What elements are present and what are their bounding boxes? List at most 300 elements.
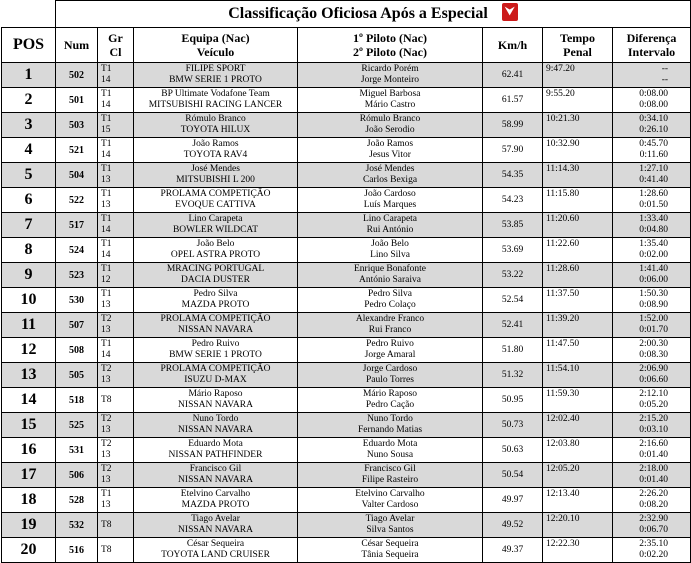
position: 15 <box>2 413 56 438</box>
group-class <box>98 363 134 388</box>
position: 19 <box>2 513 56 538</box>
team-vehicle <box>134 63 298 88</box>
difference: 2:26.20 <box>639 489 669 499</box>
time-penalty <box>543 463 613 488</box>
time-penalty <box>543 88 613 113</box>
results-body <box>2 63 691 563</box>
difference-interval <box>613 488 691 513</box>
table-row <box>2 413 691 438</box>
speed-kmh: 49.52 <box>483 513 543 538</box>
difference-interval <box>613 88 691 113</box>
speed-kmh: 50.54 <box>483 463 543 488</box>
pdf-icon[interactable]: ⮟ <box>502 3 518 21</box>
class: 13 <box>101 475 111 485</box>
stage-time: 12:13.40 <box>546 489 580 499</box>
stage-time: 11:15.80 <box>546 189 580 199</box>
speed-kmh: 50.63 <box>483 438 543 463</box>
group: T1 <box>101 289 112 299</box>
pilot-1: Enrique Bonafonte <box>353 264 427 274</box>
table-row <box>2 138 691 163</box>
pilot-2: João Serodio <box>365 125 415 135</box>
car-number: 516 <box>56 538 98 563</box>
group-class <box>98 438 134 463</box>
pilot-2: Carlos Bexiga <box>362 175 418 185</box>
pilot-2: Silva Santos <box>366 525 414 535</box>
time-penalty <box>543 513 613 538</box>
table-row <box>2 438 691 463</box>
pilot-2: Mário Castro <box>364 100 416 110</box>
header-row <box>2 28 691 63</box>
interval: 0:08.90 <box>639 300 669 310</box>
speed-kmh: 57.90 <box>483 138 543 163</box>
group: T1 <box>101 239 112 249</box>
class: 13 <box>101 300 111 310</box>
stage-time: 12:20.10 <box>546 514 580 524</box>
group-class <box>98 288 134 313</box>
vehicle: MITSUBISHI RACING LANCER <box>148 100 283 110</box>
difference: -- <box>661 64 669 74</box>
group: T8 <box>101 519 112 530</box>
vehicle: EVOQUE CATTIVA <box>175 200 256 210</box>
team-vehicle <box>134 488 298 513</box>
vehicle: TOYOTA HILUX <box>180 125 251 135</box>
table-row <box>2 238 691 263</box>
interval: 0:02.20 <box>639 550 669 560</box>
position: 7 <box>2 213 56 238</box>
vehicle: MAZDA PROTO <box>181 500 250 510</box>
time-penalty <box>543 288 613 313</box>
vehicle: OPEL ASTRA PROTO <box>170 250 261 260</box>
position: 4 <box>2 138 56 163</box>
group: T1 <box>101 64 112 74</box>
speed-kmh: 51.32 <box>483 363 543 388</box>
difference: 1:41.40 <box>639 264 669 274</box>
speed-kmh: 49.37 <box>483 538 543 563</box>
difference-interval <box>613 363 691 388</box>
stage-time: 12:02.40 <box>546 414 580 424</box>
stage-time: 11:39.20 <box>546 314 580 324</box>
vehicle: NISSAN PATHFINDER <box>168 450 263 460</box>
class: 13 <box>101 375 111 385</box>
header-vehicle: Veículo <box>196 45 235 59</box>
team: Francisco Gil <box>189 464 242 474</box>
difference: 2:35.10 <box>639 539 669 549</box>
pilot-1: Francisco Gil <box>364 464 416 474</box>
class: 15 <box>101 125 111 135</box>
team: Pedro Ruivo <box>191 339 240 349</box>
speed-kmh: 62.41 <box>483 63 543 88</box>
pilot-2: Jesus Vitor <box>369 150 411 160</box>
team-vehicle <box>134 538 298 563</box>
pilot-2: Lino Silva <box>370 250 410 260</box>
table-row <box>2 313 691 338</box>
header-pos: POS <box>2 28 56 63</box>
header-gr-cl <box>98 28 134 63</box>
team: Eduardo Mota <box>188 439 243 449</box>
speed-kmh: 52.41 <box>483 313 543 338</box>
class: 14 <box>101 250 111 260</box>
vehicle: TOYOTA RAV4 <box>183 150 248 160</box>
pilot-2: Rui Franco <box>368 325 412 335</box>
difference-interval <box>613 513 691 538</box>
pilot-2: Jorge Amaral <box>364 350 416 360</box>
pilots <box>298 438 483 463</box>
stage-time: 12:22.30 <box>546 539 580 549</box>
group-class <box>98 338 134 363</box>
car-number: 502 <box>56 63 98 88</box>
car-number: 517 <box>56 213 98 238</box>
pilots <box>298 88 483 113</box>
difference: 2:06.90 <box>639 364 669 374</box>
pilot-1: João Belo <box>371 239 409 249</box>
interval: 0:11.60 <box>639 150 669 160</box>
pilot-1: Lino Carapeta <box>362 214 418 224</box>
speed-kmh: 49.97 <box>483 488 543 513</box>
position: 3 <box>2 113 56 138</box>
team: PROLAMA COMPETIÇÃO <box>160 189 271 199</box>
position: 8 <box>2 238 56 263</box>
position: 6 <box>2 188 56 213</box>
stage-time: 11:20.60 <box>546 214 580 224</box>
time-penalty <box>543 113 613 138</box>
group-class <box>98 313 134 338</box>
position: 13 <box>2 363 56 388</box>
interval: 0:08.30 <box>639 350 669 360</box>
table-row <box>2 538 691 563</box>
pilots <box>298 463 483 488</box>
stage-time: 9:47.20 <box>546 64 575 74</box>
difference-interval <box>613 538 691 563</box>
vehicle: NISSAN NAVARA <box>178 400 253 410</box>
table-row <box>2 338 691 363</box>
difference-interval <box>613 263 691 288</box>
team-vehicle <box>134 513 298 538</box>
header-num: Num <box>56 28 98 63</box>
time-penalty <box>543 213 613 238</box>
pilot-1: César Sequeira <box>361 539 419 549</box>
time-penalty <box>543 163 613 188</box>
team: PROLAMA COMPETIÇÃO <box>160 364 271 374</box>
speed-kmh: 53.69 <box>483 238 543 263</box>
table-row <box>2 463 691 488</box>
pilot-2: Nuno Sousa <box>366 450 414 460</box>
car-number: 503 <box>56 113 98 138</box>
pilot-2: Luís Marques <box>363 200 417 210</box>
pilot-1: Pedro Ruivo <box>366 339 414 349</box>
interval: 0:03.10 <box>639 425 669 435</box>
stage-time: 11:28.60 <box>546 264 580 274</box>
car-number: 524 <box>56 238 98 263</box>
pilot-2: Fernando Matias <box>357 425 423 435</box>
pilot-2: Pedro Colaço <box>364 300 416 310</box>
stage-time: 11:22.60 <box>546 239 580 249</box>
pilot-1: Tiago Avelar <box>365 514 415 524</box>
table-row <box>2 513 691 538</box>
group-class <box>98 263 134 288</box>
pilot-2: Tânia Sequeira <box>361 550 419 560</box>
team-vehicle <box>134 188 298 213</box>
interval: 0:06.60 <box>639 375 669 385</box>
team-vehicle <box>134 238 298 263</box>
time-penalty <box>543 188 613 213</box>
pilots <box>298 263 483 288</box>
position: 5 <box>2 163 56 188</box>
group-class <box>98 388 134 413</box>
difference-interval <box>613 463 691 488</box>
pilots <box>298 338 483 363</box>
pilots <box>298 138 483 163</box>
difference: 0:08.00 <box>639 89 669 99</box>
team: Lino Carapeta <box>188 214 243 224</box>
position: 11 <box>2 313 56 338</box>
stage-time: 11:47.50 <box>546 339 580 349</box>
stage-time: 11:37.50 <box>546 289 580 299</box>
interval: 0:01.70 <box>639 325 669 335</box>
stage-time: 11:14.30 <box>546 164 580 174</box>
difference: 1:28.60 <box>639 189 669 199</box>
time-penalty <box>543 438 613 463</box>
class: 13 <box>101 200 111 210</box>
pilot-2: Paulo Torres <box>366 375 414 385</box>
stage-time: 11:59.30 <box>546 389 580 399</box>
time-penalty <box>543 238 613 263</box>
group: T8 <box>101 544 112 555</box>
difference: 2:12.10 <box>639 389 669 399</box>
pilot-1: Alexandre Franco <box>355 314 425 324</box>
group: T2 <box>101 364 112 374</box>
team: Pedro Silva <box>193 289 238 299</box>
team: Nuno Tordo <box>192 414 239 424</box>
car-number: 507 <box>56 313 98 338</box>
speed-kmh: 54.23 <box>483 188 543 213</box>
position: 1 <box>2 63 56 88</box>
pilots <box>298 388 483 413</box>
group-class <box>98 88 134 113</box>
vehicle: NISSAN NAVARA <box>178 525 253 535</box>
group: T1 <box>101 489 112 499</box>
pilot-2: Jorge Monteiro <box>360 75 420 85</box>
pilot-1: Ricardo Porém <box>361 64 419 74</box>
difference: 1:52.00 <box>639 314 669 324</box>
vehicle: TOYOTA LAND CRUISER <box>161 550 270 560</box>
pilot-1: Jorge Cardoso <box>362 364 418 374</box>
difference-interval <box>613 288 691 313</box>
pilot-1: Nuno Tordo <box>367 414 413 424</box>
pilot-1: João Ramos <box>366 139 414 149</box>
class: 13 <box>101 450 111 460</box>
interval: 0:05.20 <box>639 400 669 410</box>
difference: 1:27.10 <box>639 164 669 174</box>
position: 14 <box>2 388 56 413</box>
pilots <box>298 413 483 438</box>
team-vehicle <box>134 213 298 238</box>
team-vehicle <box>134 163 298 188</box>
speed-kmh: 50.95 <box>483 388 543 413</box>
interval: 0:26.10 <box>639 125 669 135</box>
table-row <box>2 63 691 88</box>
group: T1 <box>101 214 112 224</box>
speed-kmh: 61.57 <box>483 88 543 113</box>
difference-interval <box>613 438 691 463</box>
stage-time: 10:32.90 <box>546 139 580 149</box>
car-number: 501 <box>56 88 98 113</box>
team: FILIPE SPORT <box>185 64 246 74</box>
team-vehicle <box>134 338 298 363</box>
table-row <box>2 163 691 188</box>
group: T2 <box>101 414 112 424</box>
pilots <box>298 188 483 213</box>
vehicle: NISSAN NAVARA <box>178 475 253 485</box>
table-row <box>2 363 691 388</box>
team-vehicle <box>134 363 298 388</box>
pilots <box>298 238 483 263</box>
vehicle: DACIA DUSTER <box>181 275 250 285</box>
header-pilots <box>298 28 483 63</box>
group-class <box>98 188 134 213</box>
stage-time: 12:03.80 <box>546 439 580 449</box>
car-number: 523 <box>56 263 98 288</box>
pilot-1: João Cardoso <box>364 189 416 199</box>
car-number: 505 <box>56 363 98 388</box>
class: 12 <box>101 275 111 285</box>
pilot-1: Miguel Barbosa <box>359 89 421 99</box>
difference-interval <box>613 188 691 213</box>
group-class <box>98 538 134 563</box>
interval: 0:02.00 <box>639 250 669 260</box>
time-penalty <box>543 263 613 288</box>
header-time-label: Tempo <box>560 31 595 45</box>
table-row <box>2 213 691 238</box>
position: 9 <box>2 263 56 288</box>
title-row <box>2 1 691 28</box>
header-penal-label: Penal <box>563 45 592 59</box>
difference-interval <box>613 313 691 338</box>
team: Etelvino Carvalho <box>180 489 251 499</box>
pilot-1: José Mendes <box>365 164 415 174</box>
pilot-2: Pedro Cação <box>365 400 415 410</box>
page-title: Classificação Oficiosa Após a Especial <box>228 4 488 22</box>
pilot-1: Mário Raposo <box>362 389 418 399</box>
group: T1 <box>101 139 112 149</box>
team-vehicle <box>134 413 298 438</box>
pilots <box>298 288 483 313</box>
car-number: 531 <box>56 438 98 463</box>
header-kmh: Km/h <box>483 28 543 63</box>
vehicle: MAZDA PROTO <box>181 300 250 310</box>
difference-interval <box>613 388 691 413</box>
interval: 0:06.70 <box>639 525 669 535</box>
group-class <box>98 238 134 263</box>
group-class <box>98 488 134 513</box>
car-number: 522 <box>56 188 98 213</box>
team: Tiago Avelar <box>191 514 240 524</box>
team: Rómulo Branco <box>185 114 246 124</box>
group-class <box>98 463 134 488</box>
difference: 2:00.30 <box>639 339 669 349</box>
table-row <box>2 288 691 313</box>
team: MRACING PORTUGAL <box>166 264 265 274</box>
interval: 0:08.00 <box>639 100 669 110</box>
time-penalty <box>543 363 613 388</box>
team: PROLAMA COMPETIÇÃO <box>160 314 271 324</box>
class: 14 <box>101 150 111 160</box>
group-class <box>98 213 134 238</box>
speed-kmh: 53.85 <box>483 213 543 238</box>
team: Mário Raposo <box>188 389 243 399</box>
group: T1 <box>101 339 112 349</box>
difference: 0:45.70 <box>639 139 669 149</box>
header-team-vehicle <box>134 28 298 63</box>
pilot-1: Eduardo Mota <box>362 439 418 449</box>
difference: 2:15.20 <box>639 414 669 424</box>
team-vehicle <box>134 263 298 288</box>
difference: 1:50.30 <box>639 289 669 299</box>
vehicle: NISSAN NAVARA <box>178 425 253 435</box>
pilots <box>298 213 483 238</box>
header-team: Equipa (Nac) <box>181 31 250 45</box>
team: César Sequeira <box>186 539 245 549</box>
speed-kmh: 58.99 <box>483 113 543 138</box>
team-vehicle <box>134 438 298 463</box>
team-vehicle <box>134 113 298 138</box>
car-number: 525 <box>56 413 98 438</box>
time-penalty <box>543 488 613 513</box>
pilot-2: António Saraiva <box>358 275 421 285</box>
vehicle: BOWLER WILDCAT <box>172 225 259 235</box>
team-vehicle <box>134 288 298 313</box>
interval: 0:01.40 <box>639 450 669 460</box>
header-interval-label: Intervalo <box>627 45 676 59</box>
difference-interval <box>613 163 691 188</box>
time-penalty <box>543 313 613 338</box>
header-diff <box>613 28 691 63</box>
difference: 1:35.40 <box>639 239 669 249</box>
group: T2 <box>101 314 112 324</box>
difference-interval <box>613 138 691 163</box>
group: T1 <box>101 89 112 99</box>
vehicle: BMW SERIE 1 PROTO <box>169 75 262 85</box>
difference-interval <box>613 413 691 438</box>
class: 13 <box>101 500 111 510</box>
group-class <box>98 113 134 138</box>
header-time <box>543 28 613 63</box>
classification-table <box>1 0 691 563</box>
position: 16 <box>2 438 56 463</box>
difference: 1:33.40 <box>639 214 669 224</box>
class: 14 <box>101 100 111 110</box>
speed-kmh: 53.22 <box>483 263 543 288</box>
car-number: 528 <box>56 488 98 513</box>
group-class <box>98 163 134 188</box>
team: João Belo <box>196 239 235 249</box>
vehicle: BMW SERIE 1 PROTO <box>169 350 262 360</box>
time-penalty <box>543 138 613 163</box>
pilots <box>298 488 483 513</box>
difference: 2:16.60 <box>639 439 669 449</box>
header-gr: Gr <box>108 31 123 45</box>
interval: 0:08.20 <box>639 500 669 510</box>
car-number: 521 <box>56 138 98 163</box>
team: José Mendes <box>191 164 240 174</box>
position: 20 <box>2 538 56 563</box>
car-number: 532 <box>56 513 98 538</box>
class: 13 <box>101 175 111 185</box>
pilot-1: Etelvino Carvalho <box>355 489 425 499</box>
interval: 0:06.00 <box>639 275 669 285</box>
position: 10 <box>2 288 56 313</box>
car-number: 530 <box>56 288 98 313</box>
header-cl: Cl <box>109 45 122 59</box>
